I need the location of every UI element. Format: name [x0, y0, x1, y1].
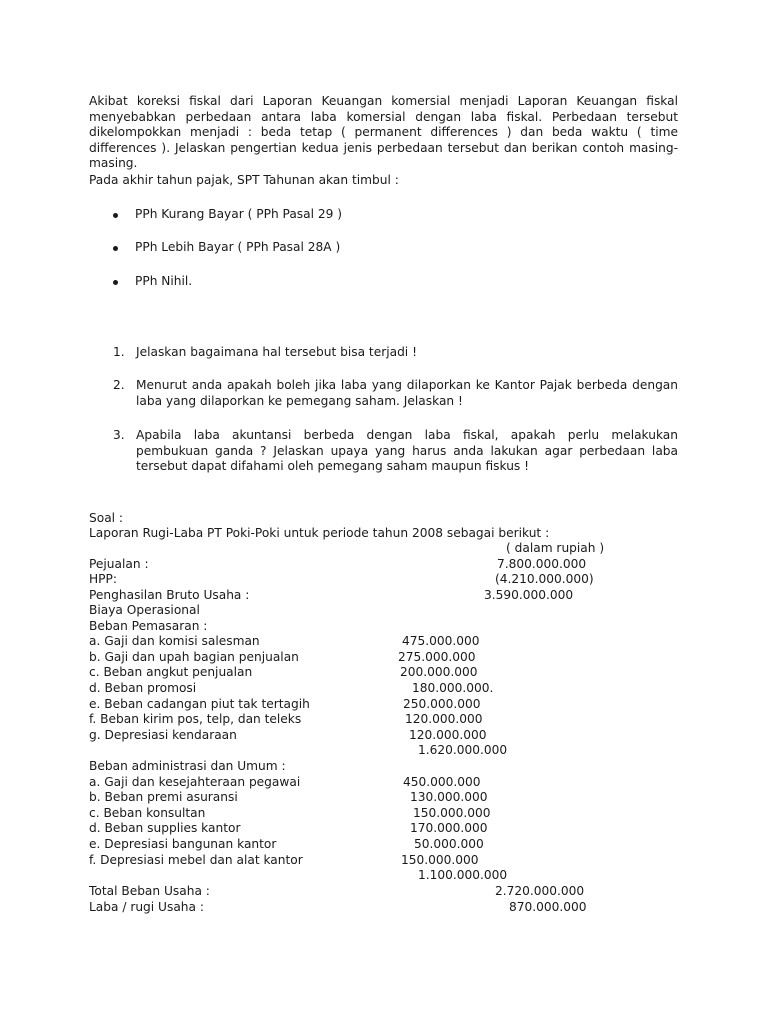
row-label: g. Depresiasi kendaraan: [89, 728, 237, 742]
bullet-text: PPh Nihil.: [135, 274, 193, 288]
question-number: 1.: [113, 345, 125, 359]
bullet-text: PPh Kurang Bayar ( PPh Pasal 29 ): [135, 207, 343, 221]
row-amount: 150.000.000: [401, 853, 479, 867]
report-row: [89, 665, 689, 681]
report-row: [89, 650, 689, 666]
row-label: a. Gaji dan komisi salesman: [89, 634, 260, 648]
report-subtotal-row: [89, 743, 689, 759]
row-amount: 200.000.000: [400, 665, 478, 679]
row-label: c. Beban angkut penjualan: [89, 665, 253, 679]
currency-unit: ( dalam rupiah ): [506, 541, 605, 555]
row-amount: 170.000.000: [410, 821, 488, 835]
row-amount: 150.000.000: [413, 806, 491, 820]
report-total-row: [89, 900, 689, 916]
question-number: 2.: [113, 378, 125, 392]
row-amount: 475.000.000: [402, 634, 480, 648]
row-label: Pejualan :: [89, 557, 149, 571]
row-label: d. Beban supplies kantor: [89, 821, 241, 835]
report-row: [89, 557, 689, 573]
subtotal-amount: 1.100.000.000: [418, 868, 508, 882]
report-row: [89, 728, 689, 744]
row-label: Laba / rugi Usaha :: [89, 900, 204, 914]
subtotal-amount: 1.620.000.000: [418, 743, 508, 757]
row-label: Beban Pemasaran :: [89, 619, 208, 633]
row-label: f. Beban kirim pos, telp, dan teleks: [89, 712, 302, 726]
row-label: d. Beban promosi: [89, 681, 197, 695]
row-amount: 3.590.000.000: [484, 588, 574, 602]
report-row: [89, 790, 689, 806]
report-row: [89, 806, 689, 822]
row-label: e. Depresiasi bangunan kantor: [89, 837, 277, 851]
report-subtotal-row: [89, 868, 689, 884]
row-amount: 7.800.000.000: [497, 557, 587, 571]
row-label: c. Beban konsultan: [89, 806, 206, 820]
report-row: [89, 712, 689, 728]
row-label: Total Beban Usaha :: [89, 884, 210, 898]
question-number: 3.: [113, 428, 125, 442]
row-label: HPP:: [89, 572, 117, 586]
report-row: [89, 821, 689, 837]
row-label: Biaya Operasional: [89, 603, 200, 617]
report-row: [89, 634, 689, 650]
row-amount: 450.000.000: [403, 775, 481, 789]
row-amount: 130.000.000: [410, 790, 488, 804]
report-row: [89, 759, 689, 775]
row-label: Penghasilan Bruto Usaha :: [89, 588, 250, 602]
row-label: b. Gaji dan upah bagian penjualan: [89, 650, 299, 664]
question-text: Menurut anda apakah boleh jika laba yang dilaporkan ke Kantor Pajak berbeda dengan laba yang dilaporkan ke pemegang saham. Jelaskan !: [136, 378, 678, 408]
question-text: Apabila laba akuntansi berbeda dengan laba fiskal, apakah perlu melakukan pembukuan ganda ? Jelaskan upaya yang harus anda lakukan agar perbedaan laba tersebut dapat difahami oleh pemegang saham maupun fiskus !: [136, 428, 678, 474]
row-amount: (4.210.000.000): [495, 572, 594, 586]
report-row: [89, 588, 689, 604]
row-amount: 50.000.000: [414, 837, 484, 851]
report-row: [89, 853, 689, 869]
row-amount: 870.000.000: [509, 900, 587, 914]
soal-label: Soal :: [89, 511, 124, 525]
row-label: f. Depresiasi mebel dan alat kantor: [89, 853, 303, 867]
report-row: [89, 619, 689, 635]
row-amount: 250.000.000: [403, 697, 481, 711]
report-total-row: [89, 884, 689, 900]
row-label: b. Beban premi asuransi: [89, 790, 238, 804]
intro-paragraph: Akibat koreksi fiskal dari Laporan Keuangan komersial menjadi Laporan Keuangan fiskal menyebabkan perbedaan antara laba komersial dengan laba fiskal. Perbedaan tersebut dikelompokkan menjadi : beda tetap ( permanent differences ) dan beda waktu ( time differences ). Jelaskan pengertian kedua jenis perbedaan tersebut dan berikan contoh masing- masing.: [89, 94, 678, 171]
row-label: a. Gaji dan kesejahteraan pegawai: [89, 775, 301, 789]
row-label: e. Beban cadangan piut tak tertagih: [89, 697, 310, 711]
report-title: Laporan Rugi-Laba PT Poki-Poki untuk periode tahun 2008 sebagai berikut :: [89, 526, 550, 540]
report-row: [89, 837, 689, 853]
bullet-dot-icon: [113, 280, 118, 285]
bullet-dot-icon: [113, 246, 118, 251]
report-row: [89, 775, 689, 791]
report-row: [89, 697, 689, 713]
row-amount: 2.720.000.000: [495, 884, 585, 898]
row-amount: 120.000.000: [405, 712, 483, 726]
row-amount: 275.000.000: [398, 650, 476, 664]
bullet-dot-icon: [113, 213, 118, 218]
bullet-text: PPh Lebih Bayar ( PPh Pasal 28A ): [135, 240, 341, 254]
report-row: [89, 572, 689, 588]
row-amount: 180.000.000.: [412, 681, 494, 695]
question-text: Jelaskan bagaimana hal tersebut bisa terjadi !: [136, 345, 417, 359]
report-row: [89, 681, 689, 697]
row-label: Beban administrasi dan Umum :: [89, 759, 286, 773]
row-amount: 120.000.000: [409, 728, 487, 742]
spt-heading: Pada akhir tahun pajak, SPT Tahunan akan timbul :: [89, 173, 399, 187]
report-row: [89, 603, 689, 619]
